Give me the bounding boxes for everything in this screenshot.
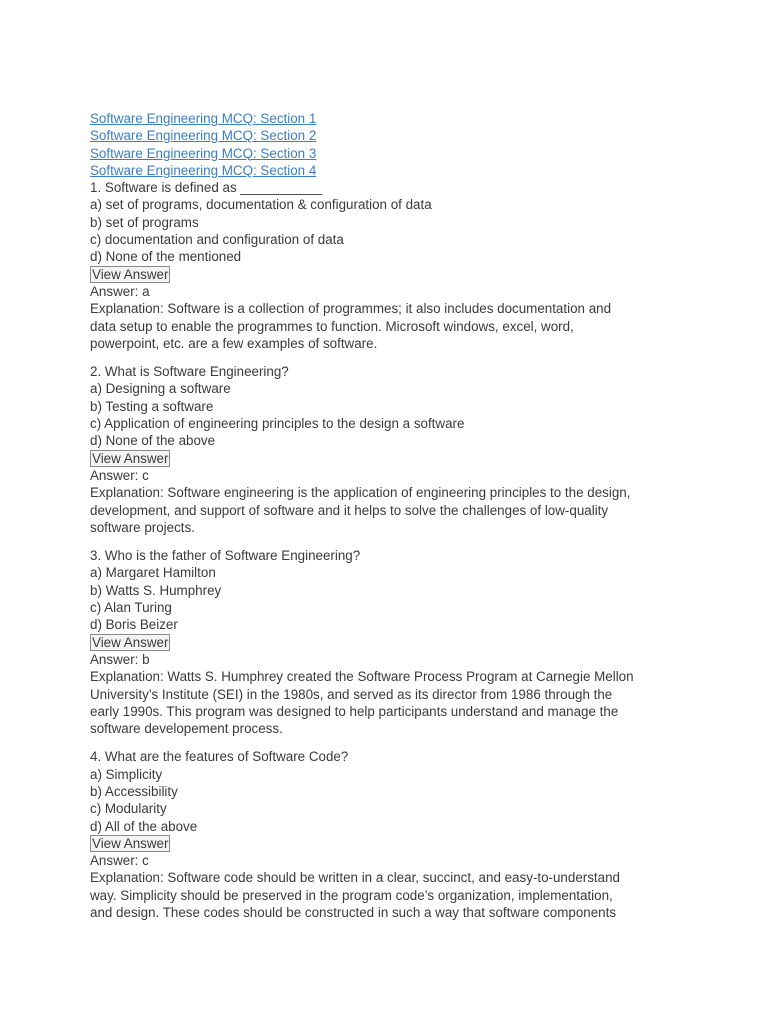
explanation-line: Explanation: Software engineering is the application of engineering principles to the design, (90, 485, 631, 501)
option-d: d) Boris Beizer (90, 617, 178, 633)
explanation-line: University’s Institute (SEI) in the 1980s, and served as its director from 1986 through the (90, 686, 613, 702)
view-answer-button[interactable]: View Answer (92, 450, 169, 466)
question-text: 2. What is Software Engineering? (90, 364, 289, 380)
document-page (90, 110, 690, 921)
explanation-line: software developement process. (90, 721, 283, 737)
view-answer-button[interactable]: View Answer (92, 266, 169, 282)
explanation-line: software projects. (90, 519, 195, 535)
question-block-3 (90, 547, 690, 737)
section-links (90, 110, 690, 179)
section-link-2[interactable]: Software Engineering MCQ: Section 2 (90, 128, 317, 144)
explanation-line: data setup to enable the programmes to function. Microsoft windows, excel, word, (90, 318, 574, 334)
option-b: b) Watts S. Humphrey (90, 582, 222, 598)
option-b: b) Testing a software (90, 398, 214, 414)
question-block-1 (90, 179, 690, 352)
option-d: d) All of the above (90, 818, 198, 834)
view-answer-button[interactable]: View Answer (92, 835, 169, 851)
question-text: 1. Software is defined as ___________ (90, 180, 323, 196)
section-link-1[interactable]: Software Engineering MCQ: Section 1 (90, 111, 317, 126)
option-d: d) None of the mentioned (90, 249, 242, 265)
option-c: c) Application of engineering principles to the design a software (90, 416, 465, 432)
explanation-line: Explanation: Software code should be written in a clear, succinct, and easy-to-understand (90, 870, 620, 886)
answer-text: Answer: b (90, 651, 150, 667)
explanation-line: and design. These codes should be constructed in such a way that software components (90, 905, 617, 921)
section-link-4[interactable]: Software Engineering MCQ: Section 4 (90, 162, 317, 178)
section-link-3[interactable]: Software Engineering MCQ: Section 3 (90, 145, 317, 161)
answer-text: Answer: c (90, 853, 149, 869)
explanation-line: Explanation: Watts S. Humphrey created the Software Process Program at Carnegie Mellon (90, 669, 634, 685)
question-block-4 (90, 748, 690, 921)
explanation-line: Explanation: Software is a collection of programmes; it also includes documentation and (90, 301, 612, 317)
option-a: a) set of programs, documentation & configuration of data (90, 197, 432, 213)
option-c: c) documentation and configuration of data (90, 232, 344, 248)
answer-text: Answer: a (90, 283, 150, 299)
explanation-line: development, and support of software and it helps to solve the challenges of low-quality (90, 502, 609, 518)
option-c: c) Alan Turing (90, 600, 172, 616)
explanation-line: early 1990s. This program was designed to help participants understand and manage the (90, 703, 619, 719)
question-text: 3. Who is the father of Software Engineering? (90, 548, 361, 564)
explanation-line: powerpoint, etc. are a few examples of software. (90, 335, 378, 351)
option-a: a) Margaret Hamilton (90, 565, 216, 581)
option-b: b) set of programs (90, 214, 199, 230)
option-d: d) None of the above (90, 433, 216, 449)
option-b: b) Accessibility (90, 783, 178, 799)
answer-text: Answer: c (90, 467, 149, 483)
option-a: a) Designing a software (90, 381, 231, 397)
view-answer-button[interactable]: View Answer (92, 634, 169, 650)
explanation-line: way. Simplicity should be preserved in the program code’s organization, implementation, (90, 887, 613, 903)
option-c: c) Modularity (90, 801, 167, 817)
option-a: a) Simplicity (90, 766, 163, 782)
question-block-2 (90, 363, 690, 536)
question-text: 4. What are the features of Software Code? (90, 749, 349, 765)
